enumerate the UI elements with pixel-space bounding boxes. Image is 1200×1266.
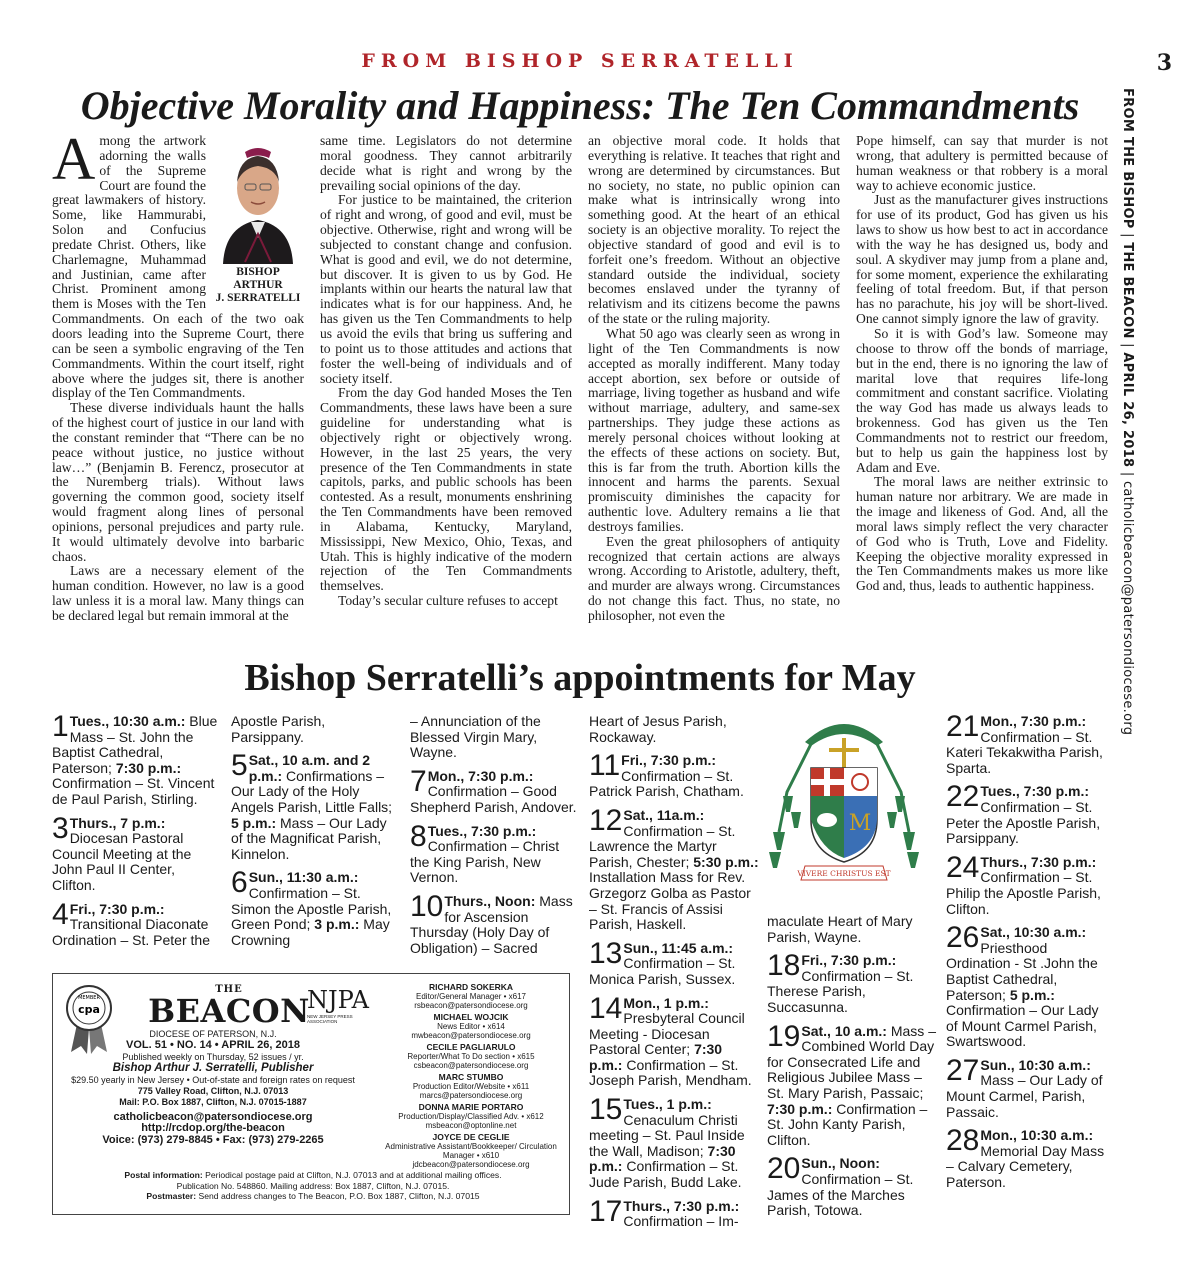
appointment-time: Sat., 11a.m.: (623, 806, 705, 823)
appointment-time: Sun., 11:30 a.m.: (248, 869, 359, 886)
beacon-logo (141, 984, 317, 1030)
appointment-entry (231, 866, 401, 948)
appointment-entry (589, 749, 759, 800)
appointment-time: Tues., 7:30 p.m.: (980, 783, 1090, 800)
appointment-time: Mon., 1 p.m.: (623, 994, 709, 1011)
appointment-text: Mass for Ascension Thursday (Holy Day of Obligation) – Sacred (410, 892, 573, 956)
appointment-text: Confirmation – St. Peter the Apostle Parish, Parsippany. (946, 798, 1101, 847)
appointment-time: 7:30 p.m.: (115, 759, 182, 776)
appointment-text: Confirmation – St. Kateri Tekakwitha Parish, Sparta. (946, 728, 1103, 776)
appointment-continued: maculate Heart of Mary Parish, Wayne. (767, 913, 913, 945)
day-number: 19 (767, 1019, 801, 1053)
ribbon-member-text: MEMBER (78, 995, 100, 1001)
folio-sep: | (1120, 467, 1135, 481)
staff-name: MARC STUMBO (438, 1072, 504, 1082)
day-number: 12 (589, 803, 623, 837)
njpa-logo: NJPA (307, 986, 369, 1014)
staff-name: JOYCE DE CEGLIE (432, 1132, 510, 1142)
staff-name: CECILE PAGLIARULO (426, 1042, 516, 1052)
appointment-text: Cenaculum Christi meeting – St. Paul Inside the Wall, Madison; (589, 1111, 745, 1159)
appointment-entry (410, 819, 580, 886)
phone-line: Voice: (973) 279-8845 • Fax: (973) 279-2265 (102, 1133, 324, 1146)
website-line: http://rcdop.org/the-beacon (141, 1122, 285, 1135)
article-headline: Objective Morality and Happiness: The Ten Commandments (80, 83, 1080, 128)
day-number: 4 (52, 897, 69, 931)
appointment-text: Mass – Our Lady of the Magnificat Parish, Kinnelon. (231, 814, 387, 862)
staff-name: DONNA MARIE PORTARO (418, 1102, 524, 1112)
appointments-column-3 (410, 714, 580, 964)
appointment-time: Mon., 7:30 p.m.: (427, 767, 534, 784)
staff-name: MICHAEL WOJCIK (433, 1012, 509, 1022)
vertical-folio (1115, 88, 1135, 736)
coat-of-arms (765, 712, 923, 902)
staff-email: marcs@patersondiocese.org (419, 1091, 523, 1100)
caption-line: J. SERRATELLI (215, 292, 301, 304)
paragraph: The moral laws are neither extrinsic to human nature nor arbitrary. We are made in the image and likeness of God. And, all the moral laws simply reflect the very character of God who is Truth, Love and Fidelity. Keeping the objective morality expressed in the Ten Commandments makes us more like God and, thus, leads to authentic happiness. (856, 474, 1108, 594)
article-body (52, 134, 1110, 634)
paragraph: From the day God handed Moses the Ten Commandments, these laws have been a sure guideline for understanding what is objectively right or objectively wrong. However, in the last 25 years, the very presence of the Ten Commandments in state capitols, parks, and public schools has been contested. As a result, monuments enshrining the Ten Commandments have been removed in Alabama, Kentucky, Maryland, Mississippi, New Mexico, Ohio, Texas, and Utah. This is highly indicative of the modern rejection of the Ten Commandments themselves. (320, 385, 572, 594)
page-number: 3 (1156, 50, 1172, 76)
appointment-text: Confirmation – Im- (623, 1213, 739, 1230)
day-number: 5 (231, 749, 248, 783)
appointments-title: Bishop Serratelli’s appointments for May (244, 657, 916, 699)
day-number: 28 (946, 1124, 980, 1158)
appointment-time: Sun., Noon: (801, 1155, 880, 1172)
day-number: 27 (946, 1053, 980, 1087)
appointment-time: 7:30 p.m.: (589, 1142, 736, 1175)
appointment-entry (410, 764, 580, 816)
staff-role: News Editor • x614 (437, 1022, 505, 1031)
appointment-time: Tues., 7:30 p.m.: (427, 822, 537, 839)
appointment-time: Thurs., 7:30 p.m.: (623, 1197, 740, 1214)
appointment-continued: Apostle Parish, Parsippany. (231, 713, 326, 745)
logo-beacon: BEACON (148, 992, 310, 1030)
appointment-text: Confirmation – St. John Kanty Parish, Clifton. (767, 1100, 928, 1148)
paragraph: same time. Legislators do not determine moral goodness. They cannot arbitrarily decide what is right and wrong by the prevailing social opinions of the day. (320, 134, 572, 193)
appointments-column-4 (589, 714, 759, 1238)
day-number: 17 (589, 1194, 623, 1228)
appointment-entry (946, 780, 1112, 847)
folio-date: APRIL 26, 2018 (1120, 352, 1135, 468)
appointment-time: Fri., 7:30 p.m.: (621, 752, 717, 769)
appointment-entry (946, 850, 1112, 917)
appointment-time: Mon., 10:30 a.m.: (980, 1127, 1094, 1144)
caption-line: BISHOP ARTHUR (233, 266, 283, 291)
bishop-photo-box (212, 134, 304, 305)
postmaster-text: Send address changes to The Beacon, P.O. Box 1887, Clifton, N.J. 07015 (196, 1191, 480, 1202)
day-number: 14 (589, 991, 623, 1025)
email-line: catholicbeacon@patersondiocese.org (113, 1110, 313, 1123)
staff-name: RICHARD SOKERKA (428, 982, 514, 992)
appointment-text: Confirmation – St. Patrick Parish, Chatham. (589, 767, 744, 800)
staff-directory (371, 974, 571, 1169)
postmaster-label: Postmaster: (146, 1191, 197, 1202)
publisher-line: Bishop Arthur J. Serratelli, Publisher (112, 1062, 314, 1075)
appointment-time: Thurs., 7 p.m.: (69, 814, 166, 831)
appointment-text: Blue Mass – St. John the Baptist Cathedral, Paterson; (52, 713, 218, 776)
appointment-text: Confirmation – St. James of the Marches Parish, Totowa. (767, 1170, 914, 1219)
appointment-text: Memorial Day Mass – Calvary Cemetery, Paterson. (946, 1142, 1105, 1191)
appointment-text: Confirmations – Our Lady of the Holy Angels Parish, Little Falls; (231, 767, 393, 815)
appointment-text: Confirmation – St. Lawrence the Martyr Parish, Chester; (589, 822, 736, 870)
appointment-text: Confirmation – St. Jude Parish, Budd Lake. (589, 1158, 742, 1191)
appointment-text: Confirmation – Good Shepherd Parish, Andover. (410, 783, 577, 815)
appointment-entry (767, 1152, 937, 1219)
staff-email: msbeacon@optonline.net (425, 1121, 517, 1130)
staff-email: jdcbeacon@patersondiocese.org (412, 1160, 530, 1169)
staff-role: Reporter/What To Do section • x615 (407, 1052, 535, 1061)
day-number: 24 (946, 850, 980, 884)
appointment-entry (410, 889, 580, 956)
day-number: 6 (231, 866, 248, 900)
staff-role: Editor/General Manager • x617 (416, 992, 526, 1001)
appointment-entry (589, 1194, 759, 1230)
day-number: 13 (589, 936, 623, 970)
day-number: 15 (589, 1093, 623, 1127)
day-number: 8 (410, 819, 427, 853)
appointment-entry (589, 936, 759, 988)
appointment-text: Confirmation – St. Joseph Parish, Mendham. (589, 1056, 752, 1089)
appointment-text: Confirmation – St. Philip the Apostle Parish, Clifton. (946, 869, 1101, 917)
beacon-masthead (52, 973, 570, 1215)
appointments-column-2 (231, 714, 401, 956)
day-number: 18 (767, 949, 801, 983)
njpa-subtitle: NEW JERSEY PRESS ASSOCIATION (307, 1014, 353, 1024)
appointment-entry (52, 897, 222, 949)
day-number: 21 (946, 710, 980, 743)
appointments-column-6 (946, 710, 1112, 1199)
folio-paper: THE BEACON (1120, 242, 1135, 339)
appointment-time: Sat., 10:30 a.m.: (980, 924, 1087, 941)
appointment-text: Diocesan Pastoral Council Meeting at the John Paul II Center, Clifton. (52, 830, 192, 893)
appointment-text: Confirmation – St. Simon the Apostle Parish, Green Pond; (231, 884, 392, 933)
bishop-portrait (215, 134, 301, 264)
appointment-time: 3 p.m.: (314, 916, 360, 933)
folio-sep: | (1120, 228, 1135, 243)
paragraph: Even the great philosophers of antiquity recognized that certain actions are always wrong. According to Aristotle, adultery, theft, and murder are always wrong. Circumstances do not change this fact. Thus, no state, no philosopher, not even the (588, 533, 840, 623)
appointment-text: May Crowning (231, 916, 390, 948)
article-column-3 (588, 134, 840, 634)
day-number: 10 (410, 889, 444, 923)
diocese-line: DIOCESE OF PATERSON, N.J. (149, 1029, 277, 1039)
appointment-text: Presbyteral Council Meeting - Diocesan Pastoral Center; (589, 1010, 745, 1058)
appointment-time: Sat., 10 a.m. and 2 p.m.: (248, 752, 371, 784)
day-number: 1 (52, 710, 69, 743)
appointment-entry (946, 710, 1112, 776)
appointment-time: Tues., 10:30 a.m.: (69, 713, 186, 729)
appointment-time: Tues., 1 p.m.: (623, 1096, 712, 1113)
appointments-column-1 (52, 710, 222, 956)
appointment-entry (767, 949, 937, 1015)
paragraph: Today’s secular culture refuses to accept (338, 593, 558, 609)
staff-email: csbeacon@patersondiocese.org (413, 1061, 529, 1070)
appointment-time: 5 p.m.: (231, 814, 277, 831)
appointment-time: Fri., 7:30 p.m.: (69, 900, 165, 917)
folio-section: FROM THE BISHOP (1120, 88, 1135, 229)
volume-line: VOL. 51 • NO. 14 • APRIL 26, 2018 (125, 1039, 300, 1052)
appointment-entry (946, 921, 1112, 1050)
article-column-1 (52, 134, 304, 634)
appointment-entry (231, 749, 401, 862)
appointment-text: Priesthood Ordination - St .John the Baptist Cathedral, Paterson; (946, 939, 1098, 1003)
paragraph: So it is with God’s law. Someone may choose to throw off the bonds of marriage, but in the end, there is no ignoring the law of marital love that requires life-long commitment and constant sacrifice. Violating the way God has made us always leads to brokenness. God has given us the Ten Commandments not to restrict our freedom, but to help us gain the happiness lost by Adam and Eve. (856, 325, 1108, 475)
crest-motto: VIVERE CHRISTUS EST (797, 869, 891, 878)
appointment-time: Sat., 10 a.m.: (801, 1022, 887, 1039)
publication-line: Publication No. 548860. Mailing address: Box 1887, Clifton, N.J. 07015. (176, 1180, 450, 1191)
appointment-time: 7:30 p.m.: (767, 1100, 833, 1117)
appointment-time: Sun., 11:45 a.m.: (623, 939, 734, 956)
paragraph-text: mong the artwork adorning the walls of the Supreme Court are found the great lawmakers of history. Some, like Hammurabi, Solon and Confucius predate Christ. Others, like Charlemagne, Muhammad and Justinian, came after Christ. Prominent among them is Moses with the Ten Commandments. On each of the two oak doors leading into the Supreme Court, there can be seen a symbolic engraving of the Ten Commandments. Within the court itself, right above where the judges sit, there is another display of the Ten Commandments. (52, 134, 304, 401)
staff-role: Production Editor/Website • x611 (412, 1082, 530, 1091)
appointment-text: Confirmation – St. Monica Parish, Sussex. (589, 955, 736, 987)
day-number: 20 (767, 1152, 801, 1186)
appointment-entry (52, 710, 222, 808)
drop-cap: A (52, 134, 96, 192)
staff-email: rsbeacon@patersondiocese.org (414, 1001, 528, 1010)
appointment-text: Confirmation – Christ the King Parish, New Vernon. (410, 838, 560, 886)
appointment-time: 5:30 p.m.: (693, 853, 759, 870)
staff-role: Administrative Assistant/Bookkeeper/ Circulation Manager • x610 (385, 1142, 557, 1160)
paragraph: an objective moral code. It holds that everything is relative. It teaches that right and wrong are determined by circumstances. But no society, no state, no public opinion can make what is intrinsically wrong into something good. At the heart of an ethical society is an objective morality. To reject the objective standard of good and evil is to forfeit one’s freedom. Without an objective standard outside the individual, society becomes enslaved under the tyranny of relativism and its citizens become the pawns of the state or the ruling majority. (588, 134, 840, 327)
postal-label: Postal information: (124, 1170, 203, 1180)
svg-text:M: M (848, 811, 872, 836)
folio-email: catholicbeacon@patersondiocese.org (1120, 480, 1135, 736)
appointment-text: Confirmation – St. Vincent de Paul Parish, Stirling. (52, 775, 215, 807)
paragraph: Laws are a necessary element of the human condition. However, no law is a good law unless it is a moral law. Many things can be declared legal but remain immoral at the (52, 563, 304, 623)
masthead-info (63, 1029, 363, 1146)
weekly-line: Published weekly on Thursday, 52 issues / yr. (122, 1051, 304, 1062)
rates-line: $29.50 yearly in New Jersey • Out-of-state and foreign rates on request (71, 1074, 355, 1085)
appointment-entry (946, 1124, 1112, 1191)
appointment-text: Confirmation – Our Lady of Mount Carmel Parish, Swartswood. (946, 1002, 1099, 1050)
staff-email: mwbeacon@patersondiocese.org (411, 1031, 531, 1040)
appointment-time: 7:30 p.m.: (589, 1041, 723, 1073)
appointment-time: Mon., 7:30 p.m.: (980, 713, 1087, 729)
appointment-time: Thurs., 7:30 p.m.: (980, 853, 1097, 870)
appointment-time: 5 p.m.: (1009, 986, 1055, 1003)
appointment-time: Sun., 10:30 a.m.: (980, 1056, 1091, 1073)
paragraph: Just as the manufacturer gives instructions for use of its product, God has given us his laws to show us how best to act in accordance with the way he has designed us, body and soul. A skydiver may jump from a plane and, for some moment, experience the exhilarating feeling of total freedom. But, if that person has no parachute, his joy will be short-lived. One cannot simply ignore the law of gravity. (856, 192, 1108, 327)
appointment-entry (767, 1019, 937, 1149)
appointment-time: Fri., 7:30 p.m.: (801, 952, 897, 969)
day-number: 26 (946, 921, 980, 955)
staff-role: Production/Display/Classified Adv. • x612 (398, 1112, 544, 1121)
appointment-text: Confirmation – St. Therese Parish, Succasunna. (767, 967, 914, 1015)
appointment-entry (946, 1053, 1112, 1120)
appointment-text: Mass – Our Lady of Mount Carmel, Parish, Passaic. (946, 1072, 1103, 1120)
appointment-entry (52, 811, 222, 894)
article-column-4 (856, 134, 1108, 634)
section-kicker: FROM BISHOP SERRATELLI (361, 50, 799, 72)
masthead-left (53, 974, 371, 1164)
logo-the: THE (215, 984, 243, 995)
appointments-column-5 (767, 914, 937, 1227)
appointment-text: Transitional Diaconate Ordination – St. Peter the (52, 916, 210, 948)
photo-caption (212, 266, 304, 305)
paragraph: These diverse individuals haunt the halls of the highest court of justice in our land with the constant reminder that “There can be no peace without justice, no justice without law…” (Benjamin B. Ferencz, prosecutor at the Nuremberg trials). Without laws governing the common good, society itself would fragment along lines of personal opinions, personal prejudices and party rule. It would ultimately devolve into barbaric chaos. (52, 400, 304, 564)
day-number: 22 (946, 780, 980, 814)
postal-info (63, 1170, 563, 1202)
appointment-entry (589, 991, 759, 1090)
ribbon-cpa-text: cpa (78, 1003, 100, 1016)
appointment-text: Mass – Combined World Day for Consecrated Life and Religious Jubilee Mass – St. Mary Parish, Passaic; (767, 1022, 936, 1101)
day-number: 11 (589, 749, 621, 783)
appointment-entry (589, 1093, 759, 1191)
folio-sep: | (1120, 338, 1135, 353)
article-column-2 (320, 134, 572, 634)
address-line: 775 Valley Road, Clifton, N.J. 07013 (137, 1086, 289, 1097)
appointment-time: Thurs., Noon: (444, 892, 536, 909)
appointment-continued: – Annunciation of the Blessed Virgin Mary, Wayne. (410, 713, 541, 761)
postal-text: Periodical postage paid at Clifton, N.J. 07013 and at additional mailing offices. (202, 1170, 502, 1180)
day-number: 7 (410, 764, 427, 798)
mail-line: Mail: P.O. Box 1887, Clifton, N.J. 07015-1887 (119, 1097, 307, 1108)
appointment-text: Installation Mass for Rev. Grzegorz Golba as Pastor – St. Francis of Assisi Parish, Haskell. (589, 869, 751, 933)
appointment-entry (589, 803, 759, 933)
appointment-continued: Heart of Jesus Parish, Rockaway. (589, 713, 727, 745)
day-number: 3 (52, 811, 69, 845)
paragraph: What 50 ago was clearly seen as wrong in light of the Ten Commandments is now accepted as morally indifferent. Many today accept abortion, sex before or outside of marriage, living together as husband and wife without marriage, adultery, and same-sex partnerships. They judge these actions as merely personal choices without looking at the effects of these actions on society. But, this is far from the truth. Abortion kills the innocent and harms the parents. Sexual promiscuity diminishes the capacity for authentic love. Adultery remains a lie that destroys families. (588, 325, 840, 534)
paragraph: For justice to be maintained, the criterion of right and wrong, of good and evil, must be objective. Otherwise, right and wrong will be subjected to constant change and confusion. What is good and evil, we do not determine, but discover. It is given to us by God. He implants within our hearts the natural law that indicates what is for our happiness. And, he has given us the Ten Commandments to help us avoid the evils that bring us suffering and to point us to those attitudes and actions that foster the well-being of individuals and of society itself. (320, 192, 572, 386)
paragraph: Pope himself, can say that murder is not wrong, that adultery is permitted because of human weakness or that robbery is a moral way to achieve economic justice. (856, 134, 1108, 193)
